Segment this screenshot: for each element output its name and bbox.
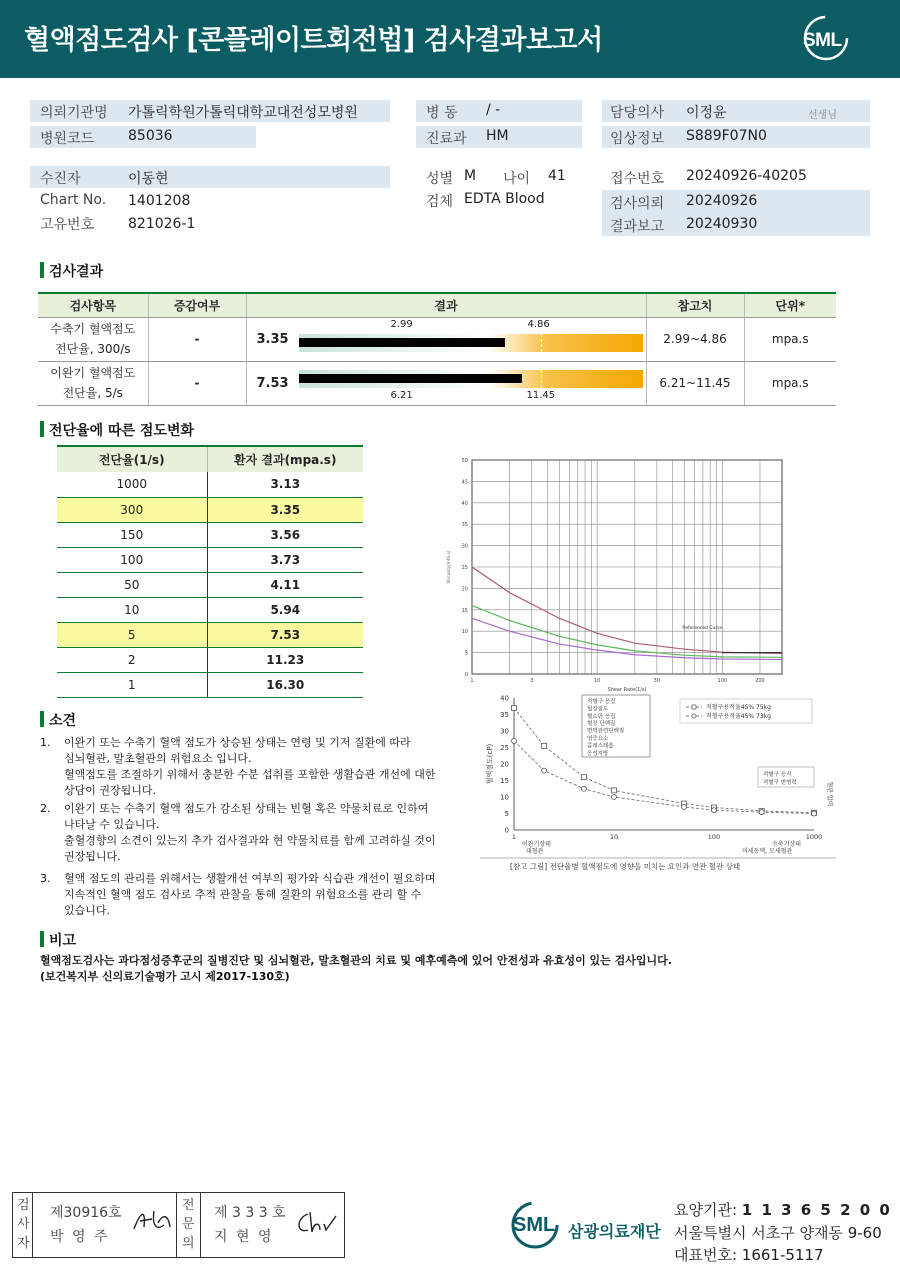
clinical-label: 임상정보 xyxy=(610,131,665,147)
results-section-title: 검사결과 xyxy=(40,261,103,281)
info-row-bg xyxy=(30,166,390,188)
institution-label: 의뢰기관명 xyxy=(40,105,108,121)
opinion-number: 2. xyxy=(40,802,51,815)
opinion-line: 혈액점도를 조절하기 위해서 충분한 수분 섭취를 포함한 생활습관 개선에 대한 xyxy=(64,768,436,781)
reference-figure xyxy=(480,692,842,880)
divider xyxy=(200,1192,201,1258)
col-header: 참고치 xyxy=(646,293,744,317)
y-tick-label: 30 xyxy=(500,727,509,736)
y-tick-label: 15 xyxy=(461,607,468,614)
point xyxy=(581,786,586,791)
legend-label: 적혈구용적율45% 75kg xyxy=(706,704,771,711)
examiner-name: 박 영 주 xyxy=(50,1229,110,1245)
y-tick-label: 5 xyxy=(464,650,468,657)
report-label: 결과보고 xyxy=(610,219,665,235)
y-tick-label: 5 xyxy=(504,810,509,818)
shear-table xyxy=(57,445,363,698)
opinion-line: 상담이 권장됩니다. xyxy=(64,784,157,797)
specialist-signature-icon xyxy=(292,1208,338,1238)
col-header: 전단율(1/s) xyxy=(57,446,207,472)
point xyxy=(681,804,686,809)
table-row xyxy=(57,622,363,647)
sml-logo-text: SML xyxy=(803,30,842,51)
x-tick-label: 100 xyxy=(707,833,721,841)
y-tick-label: 15 xyxy=(500,777,509,785)
doctor-value: 이정윤 xyxy=(686,105,727,121)
ref-cell: 6.21~11.45 xyxy=(646,361,744,405)
shear-rate-cell: 300 xyxy=(57,497,207,522)
x-tick-label: 3 xyxy=(530,678,534,684)
ward-label: 병 동 xyxy=(426,105,458,121)
specialist-label: 전 문 의 xyxy=(182,1198,195,1251)
y-tick-label: 25 xyxy=(461,565,468,571)
divider xyxy=(32,1192,33,1258)
patient-label: 수진자 xyxy=(40,171,81,187)
result-gauge-fill xyxy=(299,374,523,383)
point xyxy=(612,788,617,793)
shear-value-cell: 3.13 xyxy=(207,472,363,497)
flag-cell: - xyxy=(148,317,246,361)
shear-rate-cell: 100 xyxy=(57,547,207,572)
opinion-line: 나타날 수 있습니다. xyxy=(64,818,160,831)
x-tick-label: 10 xyxy=(609,833,619,841)
uid-label: 고유번호 xyxy=(40,217,95,233)
point xyxy=(542,768,547,773)
uid-value: 821026-1 xyxy=(128,216,196,232)
y-tick-label: 20 xyxy=(461,586,468,593)
opinion-line: 있습니다. xyxy=(64,904,111,917)
flag-cell: - xyxy=(148,361,246,405)
opinion-line: 이완기 또는 수축기 혈액 점도가 감소된 상태는 빈혈 혹은 약물치료로 인하여 xyxy=(64,802,429,815)
opinion-line: 출혈경향의 소견이 있는지 추가 검사결과와 현 약물치료를 함께 고려하실 것이 xyxy=(64,834,436,847)
table-row xyxy=(38,361,836,405)
col-header: 증감여부 xyxy=(148,293,246,317)
x-tick-label: 1 xyxy=(470,678,474,684)
specimen-value: EDTA Blood xyxy=(464,191,545,207)
ref-marker xyxy=(541,370,542,388)
sex-label: 성별 xyxy=(426,171,454,187)
result-gauge-fill xyxy=(299,338,505,347)
ref-cell: 2.99~4.86 xyxy=(646,317,744,361)
remarks-text: 혈액점도검사는 과다점성증후군의 질병진단 및 심뇌혈관, 말초혈관의 치료 및 예후예측에 있어 안전성과 유효성이 있는 검사입니다. (보건복지부 신의료기술평가 고시 제2017-130호) xyxy=(40,954,672,983)
result-cell xyxy=(246,317,646,361)
shear-value-cell: 11.23 xyxy=(207,647,363,672)
specialist-name: 지 현 영 xyxy=(214,1229,274,1245)
chart-label: Chart No. xyxy=(40,192,107,208)
shear-section-title: 전단율에 따른 점도변화 xyxy=(40,420,194,440)
shear-rate-cell: 5 xyxy=(57,622,207,647)
y-tick-label: 40 xyxy=(461,500,468,507)
y-tick-label: 25 xyxy=(500,744,509,752)
col-header: 단위* xyxy=(744,293,836,317)
hospital-code-value: 85036 xyxy=(128,128,173,144)
ref-high-label: 4.86 xyxy=(527,318,550,330)
point xyxy=(612,795,617,800)
doctor-label: 담당의사 xyxy=(610,105,665,121)
factor-label: 혈장 단백질 xyxy=(587,721,616,728)
y-tick-label: 35 xyxy=(461,522,468,529)
series-line-0 xyxy=(514,708,814,813)
shear-rate-cell: 10 xyxy=(57,597,207,622)
table-row xyxy=(57,597,363,622)
y-axis-label: 혈액점도(cP) xyxy=(486,743,494,785)
factor-label: 혈장점도 xyxy=(587,706,609,713)
point xyxy=(542,743,547,748)
y-tick-label: 40 xyxy=(500,694,509,703)
shear-rate-cell: 50 xyxy=(57,572,207,597)
x-axis-label: Shear Rate(1/s) xyxy=(607,687,647,692)
y-tick-label: 30 xyxy=(461,543,468,550)
point xyxy=(512,705,517,710)
dept-label: 진료과 xyxy=(426,131,467,147)
footer-address: 서울특별시 서초구 양재동 9-60 xyxy=(674,1224,882,1242)
report-value: 20240930 xyxy=(686,216,758,232)
x-tick-label: 1 xyxy=(511,833,517,841)
shear-value-cell: 16.30 xyxy=(207,672,363,697)
receipt-value: 20240926-40205 xyxy=(686,168,807,184)
specialist-license: 제 3 3 3 호 xyxy=(214,1205,286,1221)
table-row xyxy=(57,547,363,572)
footer-logo-text: SML xyxy=(513,1214,556,1236)
item-cell: 수축기 혈액점도 전단율, 300/s xyxy=(38,317,148,361)
report-title: 혈액점도검사 [콘플레이트회전법] 검사결과보고서 xyxy=(24,25,603,56)
shear-value-cell: 5.94 xyxy=(207,597,363,622)
col-header: 환자 결과(mpa.s) xyxy=(207,446,363,472)
bottom-right-label: 수축기상태 xyxy=(772,841,801,848)
col-header: 결과 xyxy=(246,293,646,317)
figure-caption: [참고 그림] 전단율별 혈액점도에 영향을 미치는 요인과 연관 혈관 상태 xyxy=(510,862,741,871)
ref-marker xyxy=(541,334,542,352)
examiner-label: 검 사 자 xyxy=(17,1198,30,1251)
bottom-left-label: 이완기상태 xyxy=(522,841,551,848)
age-label: 나이 xyxy=(503,171,531,187)
x-tick-label: 30 xyxy=(653,678,661,684)
shear-value-cell: 3.56 xyxy=(207,522,363,547)
examiner-license: 제30916호 xyxy=(50,1205,122,1221)
x-tick-label: 1000 xyxy=(805,833,823,841)
footer-code: 요양기관: 1 1 3 6 5 2 0 0 xyxy=(674,1201,892,1219)
shear-rate-cell: 1000 xyxy=(57,472,207,497)
bottom-left-label: 대혈관 xyxy=(526,848,544,855)
hospital-code-label: 병원코드 xyxy=(40,131,95,147)
request-value: 20240926 xyxy=(686,193,758,209)
legend-marker xyxy=(692,705,696,709)
shear-value-cell: 3.35 xyxy=(207,497,363,522)
chart-value: 1401208 xyxy=(128,193,191,209)
y-tick-label: 10 xyxy=(500,793,509,802)
result-value: 3.35 xyxy=(256,331,289,347)
specimen-label: 검체 xyxy=(426,194,454,210)
point xyxy=(712,808,717,813)
doctor-suffix: 선생님 xyxy=(808,110,837,121)
table-row xyxy=(38,317,836,361)
patient-value: 이동현 xyxy=(128,171,169,187)
point xyxy=(581,775,586,780)
point xyxy=(812,811,817,816)
shear-value-cell: 3.73 xyxy=(207,547,363,572)
opinion-line: 권장됩니다. xyxy=(64,850,121,863)
y-tick-label: 45 xyxy=(461,479,468,486)
opinion-item xyxy=(40,801,460,865)
shear-rate-cell: 1 xyxy=(57,672,207,697)
side-label: 혈관 압력 xyxy=(826,781,833,807)
table-row xyxy=(57,497,363,522)
point xyxy=(512,738,517,743)
factor-label: 적혈구 응집 xyxy=(587,699,616,705)
y-tick-label: 50 xyxy=(461,458,468,464)
note-line: 적혈구 변형력 xyxy=(763,780,797,786)
x-tick-label: 200 xyxy=(755,678,765,684)
y-tick-label: 0 xyxy=(464,672,468,678)
opinion-line: 혈액 점도의 관리를 위해서는 생활개선 여부의 평가와 식습관 개선이 필요하며 xyxy=(64,872,436,885)
viscosity-chart xyxy=(436,452,788,692)
unit-cell: mpa.s xyxy=(744,361,836,405)
table-row xyxy=(57,472,363,497)
item-cell: 이완기 혈액점도 전단율, 5/s xyxy=(38,361,148,405)
shear-rate-cell: 2 xyxy=(57,647,207,672)
y-tick-label: 0 xyxy=(504,826,509,835)
ref-low-label: 2.99 xyxy=(390,318,413,330)
table-row xyxy=(57,672,363,697)
request-label: 검사의뢰 xyxy=(610,196,665,212)
divider xyxy=(176,1192,177,1258)
opinion-number: 3. xyxy=(40,872,51,885)
y-tick-label: 20 xyxy=(500,760,509,769)
examiner-signature-icon xyxy=(130,1205,174,1235)
x-tick-label: 100 xyxy=(717,678,728,684)
footer-phone: 대표번호: 1661-5117 xyxy=(674,1246,824,1264)
clinical-value: S889F07N0 xyxy=(686,128,767,144)
result-cell xyxy=(246,361,646,405)
note-line: 적혈구 응직 xyxy=(763,772,792,778)
bottom-right-label: 미세동맥, 모세혈관 xyxy=(742,848,793,855)
opinion-line: 심뇌혈관, 말초혈관의 위험요소 입니다. xyxy=(64,752,252,765)
dept-value: HM xyxy=(486,128,509,144)
opinion-number: 1. xyxy=(40,736,51,749)
shear-value-cell: 4.11 xyxy=(207,572,363,597)
opinion-line: 지속적인 혈액 점도 검사로 추적 관찰을 통해 질환의 위험요소를 관리 할 수 xyxy=(64,888,422,901)
footer-org: 삼광의료재단 xyxy=(568,1222,661,1241)
factor-label: 혈소판 응집 xyxy=(587,713,616,720)
sex-value: M xyxy=(464,168,477,184)
x-tick-label: 10 xyxy=(593,678,601,684)
receipt-label: 접수번호 xyxy=(610,171,665,187)
remarks-section-title: 비고 xyxy=(40,930,76,950)
y-tick-label: 35 xyxy=(500,711,509,719)
y-axis-label: Viscosity(mPa.s) xyxy=(446,550,451,584)
shear-value-cell: 7.53 xyxy=(207,622,363,647)
factor-label: 응성지방 xyxy=(587,750,609,757)
table-row xyxy=(57,572,363,597)
ward-value: / - xyxy=(486,102,501,118)
ref-high-label: 11.45 xyxy=(526,389,556,401)
legend-label: 적혈구용적율45% 73kg xyxy=(706,713,771,720)
factor-label: 콜레스테롤 xyxy=(587,743,614,750)
table-row xyxy=(57,522,363,547)
institution-value: 가톨릭학원가톨릭대학교대전성모병원 xyxy=(128,105,358,121)
opinion-section-title: 소견 xyxy=(40,710,76,730)
shear-rate-cell: 150 xyxy=(57,522,207,547)
y-tick-label: 10 xyxy=(461,629,468,636)
factor-label: 면역관련단백질 xyxy=(587,728,625,735)
factor-label: 염증요소 xyxy=(587,736,609,742)
opinion-line: 이완기 또는 수축기 혈액 점도가 상승된 상태는 연령 및 기저 질환에 따라 xyxy=(64,736,411,749)
opinion-item xyxy=(40,871,460,919)
legend-marker xyxy=(692,714,696,718)
results-table xyxy=(38,292,836,406)
unit-cell: mpa.s xyxy=(744,317,836,361)
table-row xyxy=(57,647,363,672)
col-header: 검사항목 xyxy=(38,293,148,317)
chart-annotation: Referenced Curve xyxy=(682,626,723,632)
point xyxy=(759,810,764,815)
ref-low-label: 6.21 xyxy=(390,389,413,401)
opinion-item xyxy=(40,735,460,799)
result-value: 7.53 xyxy=(256,375,289,391)
age-value: 41 xyxy=(548,168,566,184)
